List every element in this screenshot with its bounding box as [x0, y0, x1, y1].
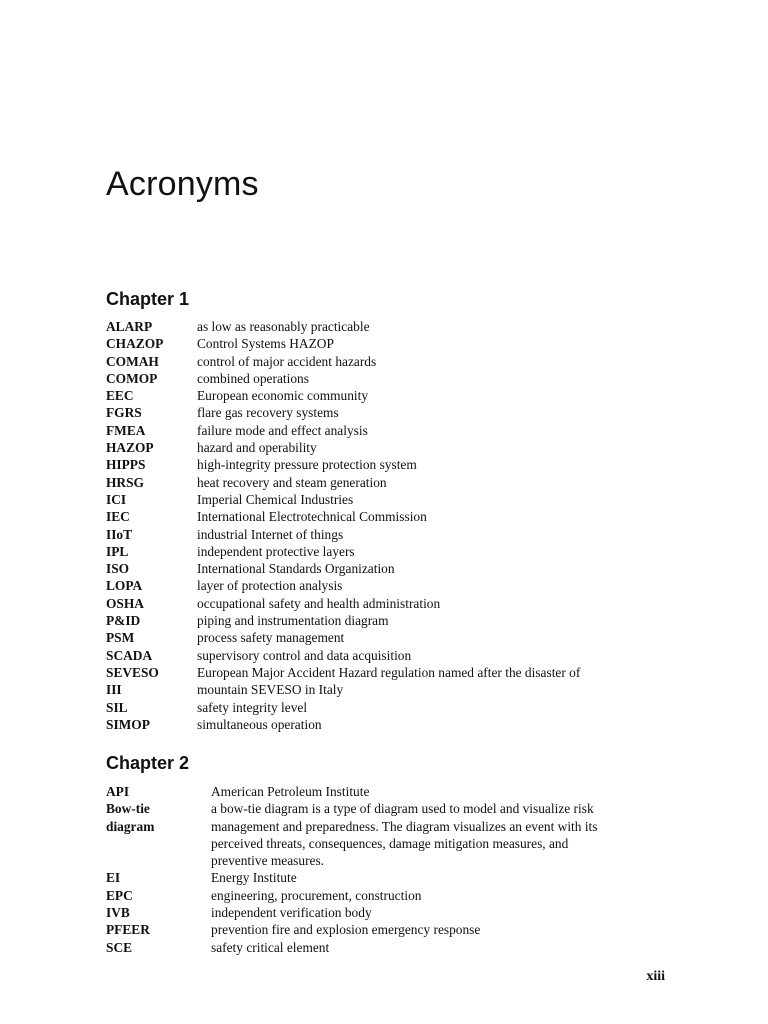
acronym-term-line: OSHA: [106, 595, 144, 611]
acronym-term-line: COMOP: [106, 370, 158, 386]
acronym-definition: [197, 439, 317, 456]
acronym-definition-line: perceived threats, consequences, damage mitigation measures, and: [211, 835, 569, 851]
acronym-definition-line: control of major accident hazards: [197, 353, 377, 369]
acronym-term-line: PSM: [106, 630, 135, 646]
acronym-row: [106, 921, 597, 938]
acronym-term-line: ICI: [106, 491, 127, 507]
acronym-row: [106, 904, 597, 921]
acronym-definition: [197, 491, 353, 508]
acronym-definition: [197, 474, 387, 491]
acronym-row: [106, 647, 580, 664]
acronym-term: [106, 543, 197, 560]
acronym-definition-line: safety integrity level: [197, 699, 308, 715]
acronym-term: [106, 595, 197, 612]
acronym-term: [106, 456, 197, 473]
acronym-definition: [211, 869, 297, 886]
acronym-definition: [197, 422, 368, 439]
acronym-term-line: HRSG: [106, 474, 144, 490]
acronym-row: [106, 595, 580, 612]
acronym-row: [106, 699, 580, 716]
chapter-1-heading: Chapter 1: [106, 289, 190, 309]
acronym-definition: [197, 612, 389, 629]
acronym-term-line: FGRS: [106, 405, 142, 421]
acronym-definition: [197, 577, 342, 594]
acronym-definition-line: flare gas recovery systems: [197, 405, 339, 421]
acronym-definition: [211, 800, 597, 869]
acronym-row: [106, 422, 580, 439]
acronym-term: [106, 699, 197, 716]
acronym-definition: [197, 716, 322, 733]
acronym-definition-line: European Major Accident Hazard regulation named after the disaster of: [197, 664, 581, 680]
acronym-definition-line: a bow-tie diagram is a type of diagram used to model and visualize risk: [211, 801, 594, 817]
acronym-term-line: P&ID: [106, 613, 141, 629]
acronym-definition-line: American Petroleum Institute: [211, 784, 370, 799]
acronym-term-line: PFEER: [106, 922, 150, 938]
acronym-term: [106, 921, 211, 938]
acronym-definition-line: process safety management: [197, 630, 345, 646]
acronym-definition-line: management and preparedness. The diagram visualizes an event with its: [211, 818, 598, 834]
acronym-term-line: III: [106, 682, 122, 698]
acronym-term-line: ISO: [106, 561, 130, 577]
acronym-row: [106, 612, 580, 629]
acronym-term: [106, 508, 197, 525]
acronym-term: [106, 370, 197, 387]
acronym-term: [106, 869, 211, 886]
acronym-definition: [197, 526, 343, 543]
acronym-definition: [197, 318, 370, 335]
acronym-term-line: SCE: [106, 939, 133, 955]
acronym-term: [106, 560, 197, 577]
acronym-definition-line: Control Systems HAZOP: [197, 336, 334, 352]
acronym-row: [106, 560, 580, 577]
acronym-definition: [197, 387, 368, 404]
acronym-definition: [197, 353, 376, 370]
acronym-definition: [197, 404, 339, 421]
acronym-term-line: EEC: [106, 388, 134, 404]
acronym-definition-line: International Standards Organization: [197, 561, 395, 577]
acronym-definition-line: as low as reasonably practicable: [197, 319, 370, 334]
acronym-term-line: IVB: [106, 905, 130, 921]
acronym-definition-line: failure mode and effect analysis: [197, 422, 368, 438]
acronym-definition-line: prevention fire and explosion emergency response: [211, 922, 481, 938]
acronym-row: [106, 474, 580, 491]
acronym-row: [106, 716, 580, 733]
acronym-term: [106, 474, 197, 491]
acronym-definition: [197, 595, 440, 612]
acronym-term-line: SIMOP: [106, 716, 150, 732]
acronym-term-line: EI: [106, 870, 121, 886]
acronym-term-line: HAZOP: [106, 440, 154, 456]
acronym-definition-line: independent verification body: [211, 905, 372, 921]
acronym-row: [106, 335, 580, 352]
chapter-2-heading: Chapter 2: [106, 753, 190, 773]
acronym-definition-line: International Electrotechnical Commission: [197, 509, 427, 525]
acronym-term-line: SIL: [106, 699, 128, 715]
acronym-row: [106, 439, 580, 456]
acronym-term: [106, 629, 197, 646]
acronym-row: [106, 508, 580, 525]
acronym-term-line: SEVESO: [106, 664, 159, 680]
acronym-term-line: HIPPS: [106, 457, 146, 473]
acronym-definition: [211, 783, 369, 800]
acronym-definition: [197, 629, 344, 646]
acronym-definition-line: occupational safety and health administration: [197, 595, 441, 611]
acronym-term-line: API: [106, 784, 130, 799]
acronym-definition: [197, 370, 309, 387]
acronym-row: [106, 887, 597, 904]
acronym-term: [106, 939, 211, 956]
acronym-definition: [211, 904, 372, 921]
acronym-row: [106, 526, 580, 543]
acronym-term: [106, 904, 211, 921]
acronym-term-line: diagram: [106, 818, 155, 834]
acronym-term: [106, 664, 197, 699]
acronym-definition-line: piping and instrumentation diagram: [197, 613, 389, 629]
acronym-definition: [197, 560, 395, 577]
acronym-term-line: FMEA: [106, 422, 146, 438]
page-title: Acronyms: [106, 165, 259, 203]
acronym-row: [106, 783, 597, 800]
acronym-term: [106, 491, 197, 508]
acronym-term-line: CHAZOP: [106, 336, 164, 352]
acronym-definition-line: simultaneous operation: [197, 716, 322, 732]
acronym-row: [106, 543, 580, 560]
acronym-row: [106, 664, 580, 699]
acronym-definition-line: safety critical element: [211, 939, 330, 955]
acronym-row: [106, 629, 580, 646]
acronym-row: [106, 318, 580, 335]
acronym-definition-line: European economic community: [197, 388, 369, 404]
acronym-row: [106, 491, 580, 508]
acronym-row: [106, 869, 597, 886]
acronym-definition-line: layer of protection analysis: [197, 578, 343, 594]
acronym-term: [106, 335, 197, 352]
acronym-term-line: IEC: [106, 509, 130, 525]
acronym-definition-line: heat recovery and steam generation: [197, 474, 387, 490]
acronym-term: [106, 526, 197, 543]
acronym-definition: [197, 543, 355, 560]
acronym-row: [106, 353, 580, 370]
chapter-1-acronym-list: [106, 318, 580, 733]
acronym-term-line: ALARP: [106, 319, 153, 334]
acronym-row: [106, 404, 580, 421]
acronym-definition: [211, 939, 329, 956]
acronym-term: [106, 387, 197, 404]
acronym-term: [106, 783, 211, 800]
acronym-definition: [197, 664, 580, 699]
acronym-term-line: COMAH: [106, 353, 159, 369]
acronym-term-line: IPL: [106, 543, 129, 559]
acronym-definition-line: Energy Institute: [211, 870, 297, 886]
acronym-term-line: IIoT: [106, 526, 133, 542]
acronym-term: [106, 577, 197, 594]
acronym-term-line: LOPA: [106, 578, 143, 594]
chapter-2-acronym-list: [106, 783, 597, 956]
acronym-term: [106, 353, 197, 370]
acronym-term: [106, 404, 197, 421]
acronym-definition-line: industrial Internet of things: [197, 526, 344, 542]
acronym-definition: [211, 887, 421, 904]
acronym-term-line: Bow-tie: [106, 801, 150, 817]
acronym-definition-line: preventive measures.: [211, 853, 325, 869]
acronym-definition: [211, 921, 480, 938]
acronym-definition-line: engineering, procurement, construction: [211, 887, 422, 903]
acronym-term: [106, 647, 197, 664]
acronym-term: [106, 887, 211, 904]
acronym-row: [106, 456, 580, 473]
acronym-definition: [197, 508, 427, 525]
page-number: xiii: [646, 969, 665, 984]
acronym-definition-line: Imperial Chemical Industries: [197, 491, 354, 507]
acronym-definition: [197, 335, 334, 352]
acronym-term: [106, 422, 197, 439]
acronym-term: [106, 612, 197, 629]
acronym-term: [106, 318, 197, 335]
acronym-term-line: SCADA: [106, 647, 153, 663]
acronym-row: [106, 387, 580, 404]
acronym-row: [106, 577, 580, 594]
acronym-term-line: EPC: [106, 887, 133, 903]
acronym-definition: [197, 456, 417, 473]
acronym-definition-line: combined operations: [197, 370, 309, 386]
acronym-definition-line: independent protective layers: [197, 543, 355, 559]
acronym-row: [106, 939, 597, 956]
acronym-definition-line: supervisory control and data acquisition: [197, 647, 412, 663]
acronym-definition: [197, 699, 307, 716]
acronym-definition-line: mountain SEVESO in Italy: [197, 682, 344, 698]
acronym-definition-line: high-integrity pressure protection system: [197, 457, 417, 473]
acronym-term: [106, 716, 197, 733]
acronym-row: [106, 370, 580, 387]
acronym-term: [106, 800, 211, 869]
acronym-row: [106, 800, 597, 869]
acronym-definition-line: hazard and operability: [197, 440, 317, 456]
acronym-term: [106, 439, 197, 456]
acronym-definition: [197, 647, 411, 664]
